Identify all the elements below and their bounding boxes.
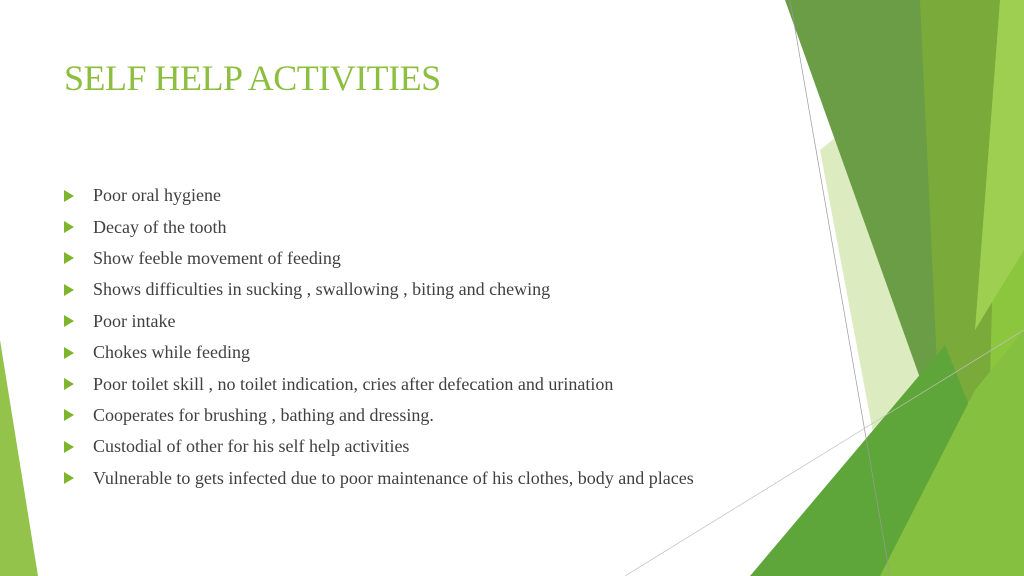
list-item-text: Vulnerable to gets infected due to poor maintenance of his clothes, body and places	[93, 467, 694, 488]
list-item	[64, 243, 694, 274]
list-item	[64, 337, 694, 368]
list-item-text: Poor oral hygiene	[93, 185, 221, 206]
list-item-text: Custodial of other for his self help activities	[93, 436, 410, 457]
triangle-right-icon	[64, 378, 74, 390]
triangle-right-icon	[64, 347, 74, 359]
triangle-right-icon	[64, 315, 74, 327]
triangle-right-icon	[64, 190, 74, 202]
triangle-right-icon	[64, 284, 74, 296]
list-item	[64, 211, 694, 242]
slide-title: SELF HELP ACTIVITIES	[64, 58, 441, 98]
list-item	[64, 431, 694, 462]
list-item	[64, 306, 694, 337]
list-item-text: Poor toilet skill , no toilet indication, cries after defecation and urination	[93, 373, 614, 394]
list-item-text: Chokes while feeding	[93, 342, 250, 363]
triangle-right-icon	[64, 252, 74, 264]
triangle-right-icon	[64, 472, 74, 484]
list-item-text: Poor intake	[93, 310, 176, 331]
bullet-list	[64, 180, 694, 494]
list-item	[64, 400, 694, 431]
triangle-right-icon	[64, 409, 74, 421]
triangle-right-icon	[64, 441, 74, 453]
list-item-text: Decay of the tooth	[93, 216, 227, 237]
left-edge-shape	[0, 340, 38, 576]
list-item	[64, 180, 694, 211]
list-item-text: Shows difficulties in sucking , swallowing , biting and chewing	[93, 279, 551, 300]
list-item-text: Show feeble movement of feeding	[93, 247, 341, 268]
list-item-text: Cooperates for brushing , bathing and dressing.	[93, 404, 434, 425]
triangle-right-icon	[64, 221, 74, 233]
list-item	[64, 463, 694, 494]
list-item	[64, 368, 694, 399]
list-item	[64, 274, 694, 305]
